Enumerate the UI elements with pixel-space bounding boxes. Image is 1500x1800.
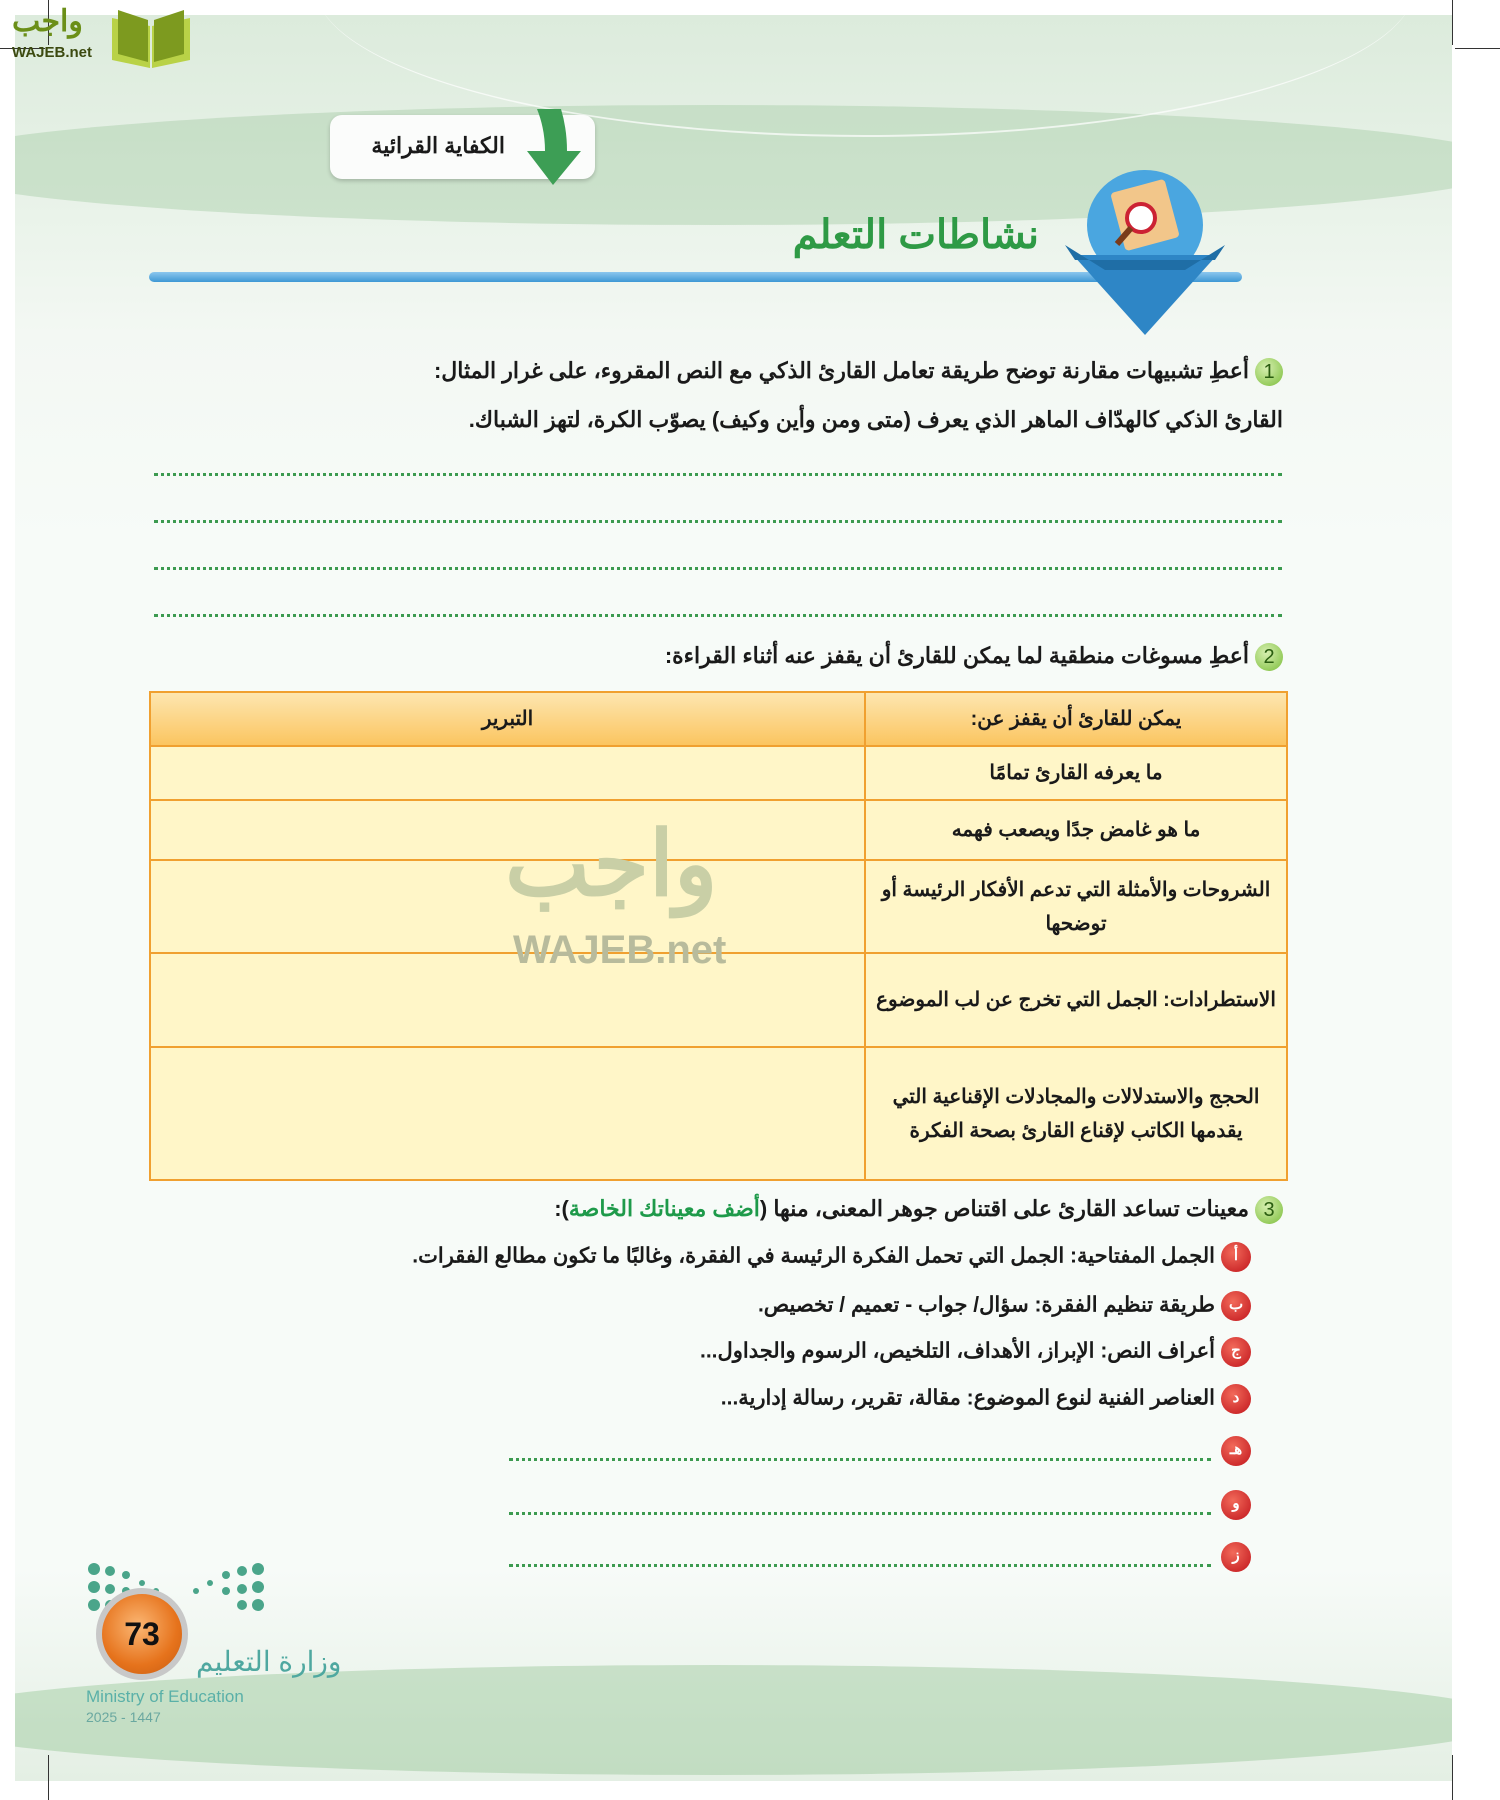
list-item-text: الجمل المفتاحية: الجمل التي تحمل الفكرة الرئيسة في الفقرة، وغالبًا ما تكون مطالع الفقرات. — [412, 1244, 1215, 1268]
skip-justification-table — [149, 691, 1288, 1181]
list-item-text: أعراف النص: الإبراز، الأهداف، التلخيص، الرسوم والجداول... — [699, 1339, 1215, 1363]
question-2 — [665, 643, 1283, 671]
arrow-down-icon — [527, 109, 587, 185]
wajeb-logo[interactable] — [10, 4, 190, 68]
question-3-prompt-end: ): — [554, 1196, 569, 1221]
table-row — [150, 746, 1287, 800]
column-header: التبرير — [150, 692, 865, 746]
letter-bullet: أ — [1221, 1242, 1251, 1272]
list-item-text: العناصر الفنية لنوع الموضوع: مقالة، تقرير، رسالة إدارية... — [720, 1386, 1215, 1410]
answer-line[interactable] — [154, 567, 1282, 570]
letter-bullet: هـ — [1221, 1436, 1251, 1466]
table-row — [150, 800, 1287, 860]
answer-line[interactable] — [509, 1512, 1211, 1515]
competency-badge — [330, 115, 595, 179]
letter-bullet: ب — [1221, 1291, 1251, 1321]
ministry-name-ar: وزارة التعليم — [196, 1646, 342, 1677]
justification-cell[interactable] — [150, 1047, 865, 1180]
justification-cell[interactable] — [150, 746, 865, 800]
section-title: نشاطات التعلم — [792, 213, 1039, 257]
watermark-arabic: واجب — [505, 815, 718, 915]
question-number: 3 — [1255, 1196, 1283, 1224]
letter-bullet: ج — [1221, 1337, 1251, 1367]
list-item — [1215, 1490, 1251, 1520]
crop-mark — [1452, 0, 1453, 45]
answer-line[interactable] — [509, 1564, 1211, 1567]
question-1-example: القارئ الذكي كالهدّاف الماهر الذي يعرف (متى ومن وأين وكيف) يصوّب الكرة، لتهز الشباك. — [468, 407, 1283, 432]
column-header: يمكن للقارئ أن يقفز عن: — [865, 692, 1287, 746]
crop-mark — [1455, 48, 1500, 49]
letter-bullet: ز — [1221, 1542, 1251, 1572]
question-3-prompt: معينات تساعد القارئ على اقتناص جوهر المعنى، منها ( — [759, 1196, 1249, 1221]
list-item — [700, 1337, 1251, 1367]
crop-mark — [1452, 1755, 1453, 1800]
table-header-row — [150, 692, 1287, 746]
list-item — [412, 1242, 1251, 1272]
logo-arabic: واجب — [12, 5, 83, 38]
question-3 — [554, 1196, 1283, 1224]
list-item — [1215, 1542, 1251, 1572]
skip-item: الشروحات والأمثلة التي تدعم الأفكار الرئيسة أو توضحها — [865, 860, 1287, 953]
table-row — [150, 953, 1287, 1047]
question-2-prompt: أعطِ مسوغات منطقية لما يمكن للقارئ أن يقفز عنه أثناء القراءة: — [664, 643, 1249, 668]
page-number: 73 — [96, 1588, 188, 1680]
answer-line[interactable] — [509, 1458, 1211, 1461]
question-3-accent: أضف معيناتك الخاصة — [568, 1196, 760, 1221]
table-row — [150, 860, 1287, 953]
reading-globe-icon — [1065, 160, 1225, 340]
crop-mark — [48, 1755, 49, 1800]
book-icon — [110, 8, 192, 68]
skip-item: الاستطرادات: الجمل التي تخرج عن لب الموضوع — [865, 953, 1287, 1047]
question-number: 1 — [1255, 358, 1283, 386]
list-item — [721, 1384, 1251, 1414]
table-row — [150, 1047, 1287, 1180]
ministry-name-en: Ministry of Education — [86, 1687, 244, 1706]
logo-latin: WAJEB.net — [12, 44, 93, 61]
question-1 — [434, 358, 1283, 386]
letter-bullet: د — [1221, 1384, 1251, 1414]
question-number: 2 — [1255, 643, 1283, 671]
list-item-text: طريقة تنظيم الفقرة: سؤال/ جواب - تعميم / تخصيص. — [757, 1293, 1215, 1317]
list-item — [758, 1291, 1251, 1321]
justification-cell[interactable] — [150, 953, 865, 1047]
academic-year: 2025 - 1447 — [86, 1709, 161, 1725]
skip-item: ما هو غامض جدًا ويصعب فهمه — [865, 800, 1287, 860]
justification-cell[interactable] — [150, 800, 865, 860]
justification-cell[interactable] — [150, 860, 865, 953]
list-item — [1215, 1436, 1251, 1466]
badge-label: الكفاية القرائية — [371, 133, 505, 158]
skip-item: ما يعرفه القارئ تمامًا — [865, 746, 1287, 800]
answer-line[interactable] — [154, 473, 1282, 476]
watermark-latin: WAJEB.net — [513, 928, 727, 972]
skip-item: الحجج والاستدلالات والمجادلات الإقناعية التي يقدمها الكاتب لإقناع القارئ بصحة الفكرة — [865, 1047, 1287, 1180]
answer-line[interactable] — [154, 520, 1282, 523]
letter-bullet: و — [1221, 1490, 1251, 1520]
answer-line[interactable] — [154, 614, 1282, 617]
question-1-prompt: أعطِ تشبيهات مقارنة توضح طريقة تعامل القارئ الذكي مع النص المقروء، على غرار المثال: — [433, 358, 1249, 383]
